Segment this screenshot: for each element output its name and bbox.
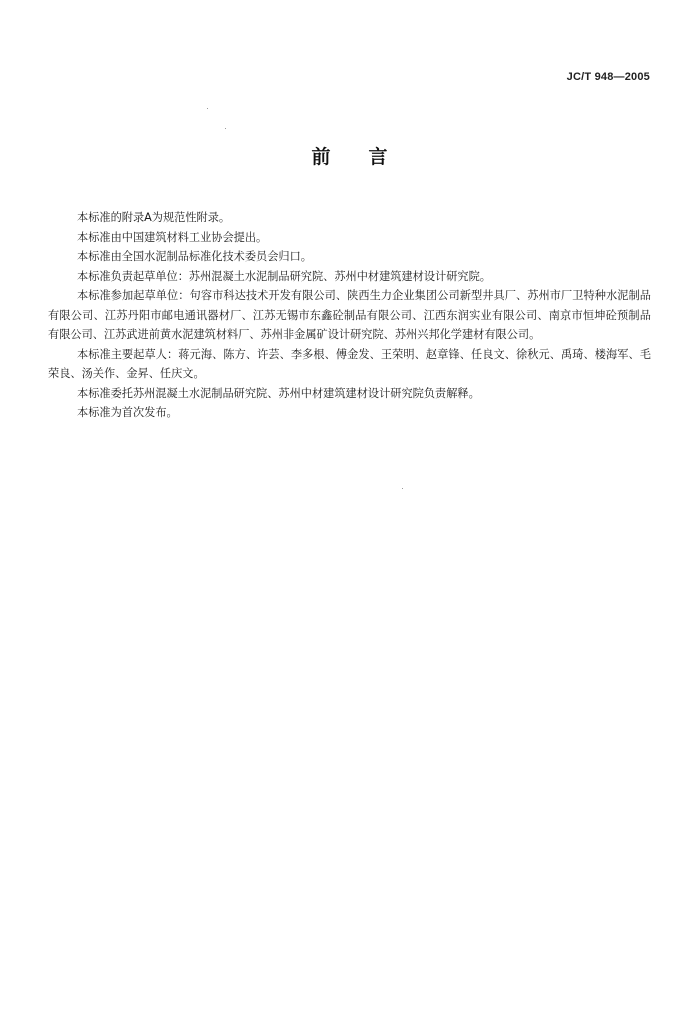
paragraph-proposer: 本标准由中国建筑材料工业协会提出。 — [77, 230, 268, 244]
scan-speck — [225, 128, 226, 129]
paragraph-participating-drafters: 本标准参加起草单位：句容市科达技术开发有限公司、陕西生力企业集团公司新型井具厂、苏州市厂卫特种水泥制品有限公司、江苏丹阳市邮电通讯器材厂、江苏无锡市东鑫砼制品有限公司、江西东润实业有限公司、南京市恒坤砼预制品有限公司、江苏武进前黄水泥建筑材料厂、苏州非金属矿设计研究院、苏州兴邦化学建材有限公司。 — [48, 289, 651, 341]
preface-body — [48, 208, 651, 423]
page-title: 前言 — [311, 146, 426, 168]
scan-speck — [207, 108, 208, 109]
standard-code: JC/T 948—2005 — [566, 71, 650, 83]
paragraph-first-release: 本标准为首次发布。 — [77, 406, 178, 419]
paragraph-annex: 本标准的附录A为规范性附录。 — [77, 211, 231, 224]
paragraph-main-drafters: 本标准负责起草单位：苏州混凝土水泥制品研究院、苏州中材建筑建材设计研究院。 — [77, 269, 491, 283]
scan-speck — [402, 488, 403, 489]
paragraph-interpretation: 本标准委托苏州混凝土水泥制品研究院、苏州中材建筑建材设计研究院负责解释。 — [77, 386, 480, 400]
paragraph-committee: 本标准由全国水泥制品标准化技术委员会归口。 — [77, 250, 312, 263]
paragraph-principal-authors: 本标准主要起草人：蒋元海、陈方、许芸、李多根、傅金发、王荣明、赵章锋、任良文、徐秋元、禹琦、楼海军、毛荣良、汤关作、金昇、任庆文。 — [48, 347, 651, 380]
